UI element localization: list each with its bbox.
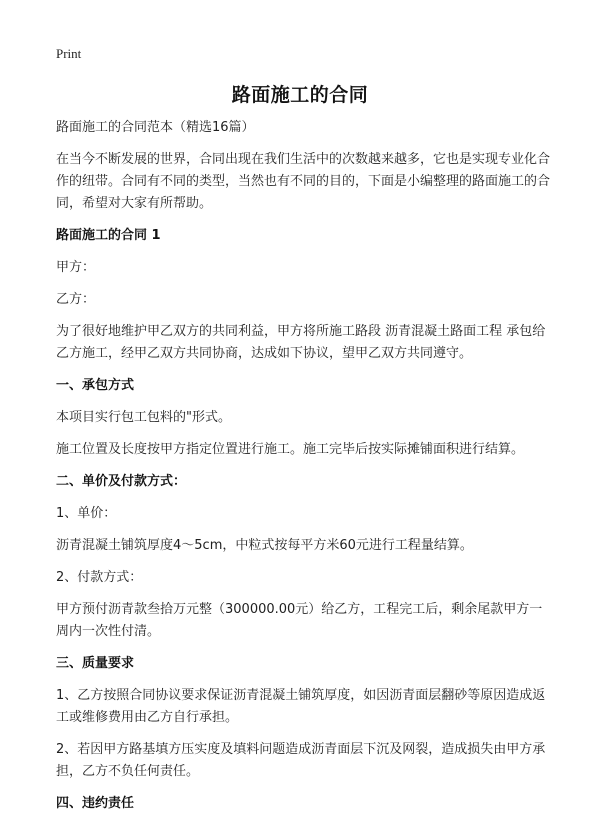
subtitle-paragraph: 路面施工的合同范本（精选16篇） — [56, 120, 255, 135]
section-heading-quality: 三、质量要求 — [56, 656, 135, 671]
section-heading-liability: 四、违约责任 — [56, 796, 135, 811]
unit-price-label: 1、单价： — [56, 506, 117, 521]
document-title: 路面施工的合同 — [231, 84, 369, 106]
quality-item-2: 2、若因甲方路基填方压实度及填料问题造成沥青面层下沉及网裂，造成损失由甲方承担，乙方不负任何责任。 — [56, 742, 546, 779]
unit-price-paragraph: 沥青混凝土铺筑厚度4～5cm，中粒式按每平方米60元进行工程量结算。 — [56, 538, 473, 553]
document-body — [56, 117, 550, 825]
print-label: Print — [56, 46, 82, 61]
quality-item-1: 1、乙方按照合同协议要求保证沥青混凝土铺筑厚度，如因沥青面层翻砂等原因造成返工或维修费用由乙方自行承担。 — [56, 688, 546, 725]
contracting-method-paragraph: 本项目实行包工包料的"形式。 — [56, 410, 231, 425]
section-heading-price-payment: 二、单价及付款方式： — [56, 474, 187, 489]
section-heading-contracting-method: 一、承包方式 — [56, 378, 135, 393]
section-heading-contract-1: 路面施工的合同 1 — [56, 228, 161, 243]
preamble-paragraph: 为了很好地维护甲乙双方的共同利益，甲方将所施工路段 沥青混凝土路面工程 承包给乙方施工，经甲乙双方共同协商，达成如下协议，望甲乙双方共同遵守。 — [56, 324, 546, 361]
payment-method-label: 2、付款方式： — [56, 570, 143, 585]
construction-location-paragraph: 施工位置及长度按甲方指定位置进行施工。施工完毕后按实际摊铺面积进行结算。 — [56, 442, 525, 457]
party-b-line: 乙方： — [56, 292, 96, 307]
payment-method-paragraph: 甲方预付沥青款叁拾万元整（300000.00元）给乙方，工程完工后，剩余尾款甲方一周内一次性付清。 — [56, 602, 543, 639]
party-a-line: 甲方： — [56, 260, 96, 275]
intro-paragraph: 在当今不断发展的世界，合同出现在我们生活中的次数越来越多，它也是实现专业化合作的纽带。合同有不同的类型，当然也有不同的目的，下面是小编整理的路面施工的合同，希望对大家有所帮助。 — [56, 152, 551, 211]
